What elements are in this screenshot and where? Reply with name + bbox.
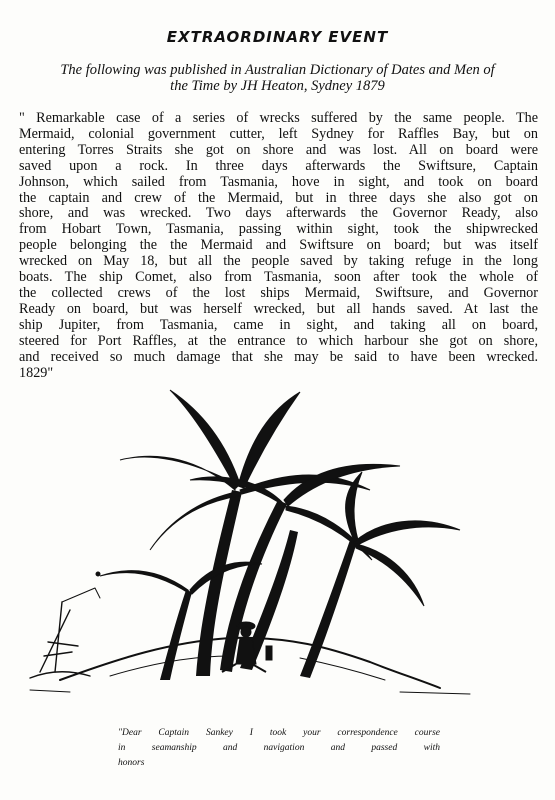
body-line: saved upon a rock. In three days afterwards the Swiftsure, Captain	[19, 157, 538, 174]
body-line: the captain and crew of the Mermaid, but in three days she also got on	[19, 189, 538, 206]
body-line: 1829"	[19, 364, 54, 381]
page-heading: EXTRAORDINARY EVENT	[166, 28, 389, 46]
body-line: Johnson, which sailed from Tasmania, hove in sight, and took on board	[19, 173, 538, 190]
article-body	[19, 111, 538, 381]
body-line: boats. The ship Comet, also from Tasmania, soon after took the whole of	[19, 269, 538, 286]
caption-line: "Dear Captain Sankey I took your correspondence course	[118, 728, 440, 738]
source-citation	[20, 62, 535, 94]
body-line: and received so much damage that she may be said to have been wrecked.	[19, 348, 538, 365]
source-line: The following was published in Australian Dictionary of Dates and Men of	[60, 62, 495, 78]
body-line: the collected crews of the lost ships Mermaid, Swiftsure, and Governor	[19, 284, 538, 301]
caption-line: honors	[118, 758, 145, 768]
body-line: from Hobart Town, Tasmania, passing within sight, took the shipwrecked	[19, 221, 538, 238]
caption-line: in seamanship and navigation and passed with	[118, 743, 440, 753]
shipwreck-drawing	[30, 572, 100, 678]
illustration-caption	[118, 726, 440, 771]
body-line: ship Jupiter, from Tasmania, came in sight, and taking all on board,	[19, 316, 538, 333]
body-line: wrecked on May 18, but all the people saved by taking refuge in the long	[19, 253, 538, 270]
body-line: " Remarkable case of a series of wrecks suffered by the same people. The	[19, 110, 538, 126]
palm-trunks	[160, 490, 357, 680]
body-line: entering Torres Straits she got on shore and was lost. All on board were	[19, 141, 538, 158]
island-palm-trees-illustration	[0, 380, 555, 720]
body-line: steered for Port Raffles, at the entrance to which harbour she got on shore,	[19, 332, 538, 349]
body-line: Ready on board, but was herself wrecked, but all hands saved. At last the	[19, 300, 538, 317]
body-line: people belonging the the Mermaid and Swiftsure on board; but was itself	[19, 237, 538, 254]
body-line: Mermaid, colonial government cutter, left Sydney for Raffles Bay, but on	[19, 125, 538, 142]
source-line: the Time by JH Heaton, Sydney 1879	[170, 78, 385, 94]
body-line: shore, and was wrecked. Two days afterwards the Governor Ready, also	[19, 205, 538, 222]
